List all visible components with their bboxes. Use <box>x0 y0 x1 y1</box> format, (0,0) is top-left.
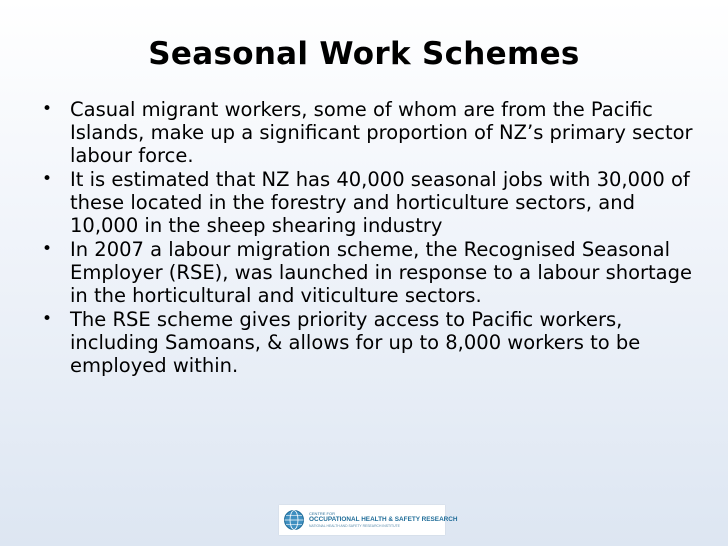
bullet-item <box>42 168 702 237</box>
bullet-text: It is estimated that NZ has 40,000 seasonal jobs with 30,000 of these located in the forestry and horticulture sectors, and 10,000 in the sheep shearing industry <box>70 168 690 237</box>
bullet-item <box>42 308 702 377</box>
bullet-dot: • <box>42 99 53 119</box>
logo-small-text: CENTRE FOR <box>309 511 335 517</box>
bullet-dot: • <box>42 169 53 189</box>
logo-text <box>309 512 458 528</box>
logo-sub-text: NATIONAL HEALTH AND SAFETY RESEARCH INSTITUTE <box>309 523 400 528</box>
bullet-text: Casual migrant workers, some of whom are from the Pacific Islands, make up a significant proportion of NZ’s primary sector labour force. <box>70 98 693 167</box>
bullet-item <box>42 238 702 307</box>
bullet-dot: • <box>42 309 53 329</box>
slide-title: Seasonal Work Schemes <box>148 36 580 72</box>
logo-footer <box>279 505 458 535</box>
bullet-dot: • <box>42 239 53 259</box>
bullet-list <box>42 98 702 378</box>
bullet-text: The RSE scheme gives priority access to Pacific workers, including Samoans, & allows for up to 8,000 workers to be employed within. <box>70 308 641 377</box>
bullet-text: In 2007 a labour migration scheme, the Recognised Seasonal Employer (RSE), was launched in response to a labour shortage in the horticultural and viticulture sectors. <box>70 238 693 307</box>
bullet-item <box>42 98 702 167</box>
globe-logo-icon <box>283 509 305 531</box>
logo-main-text: OCCUPATIONAL HEALTH & SAFETY RESEARCH <box>309 516 458 524</box>
